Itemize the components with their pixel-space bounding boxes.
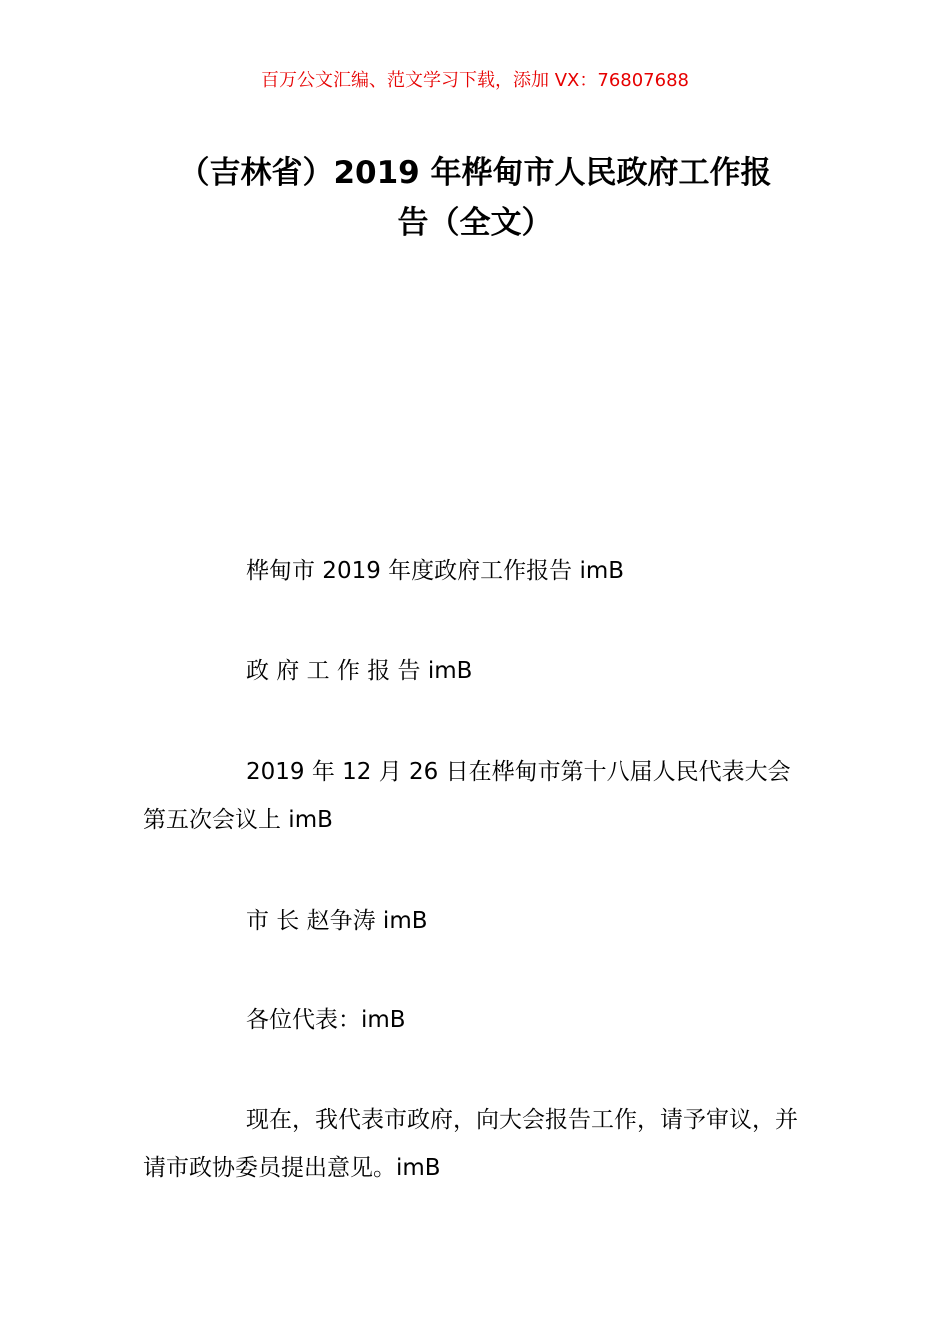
paragraph-report-name: 桦甸市 2019 年度政府工作报告 imB [246,558,625,584]
paragraph-mayor: 市 长 赵争涛 imB [246,908,428,934]
paragraph-opening: 现在，我代表市政府，向大会报告工作，请予审议，并请市政协委员提出意见。imB [143,1107,798,1181]
header-note: 百万公文汇编、范文学习下载，添加 VX：76807688 [261,70,689,91]
paragraph-report-heading: 政 府 工 作 报 告 imB [246,658,473,684]
paragraph-salutation: 各位代表：imB [246,1007,406,1033]
document-title [140,148,810,248]
document-title-line-1: （吉林省）2019 年桦甸市人民政府工作报 [178,155,772,191]
document-title-line-2: 告（全文） [397,205,553,241]
paragraph-meeting-date: 2019 年 12 月 26 日在桦甸市第十八届人民代表大会第五次会议上 imB [143,759,791,833]
